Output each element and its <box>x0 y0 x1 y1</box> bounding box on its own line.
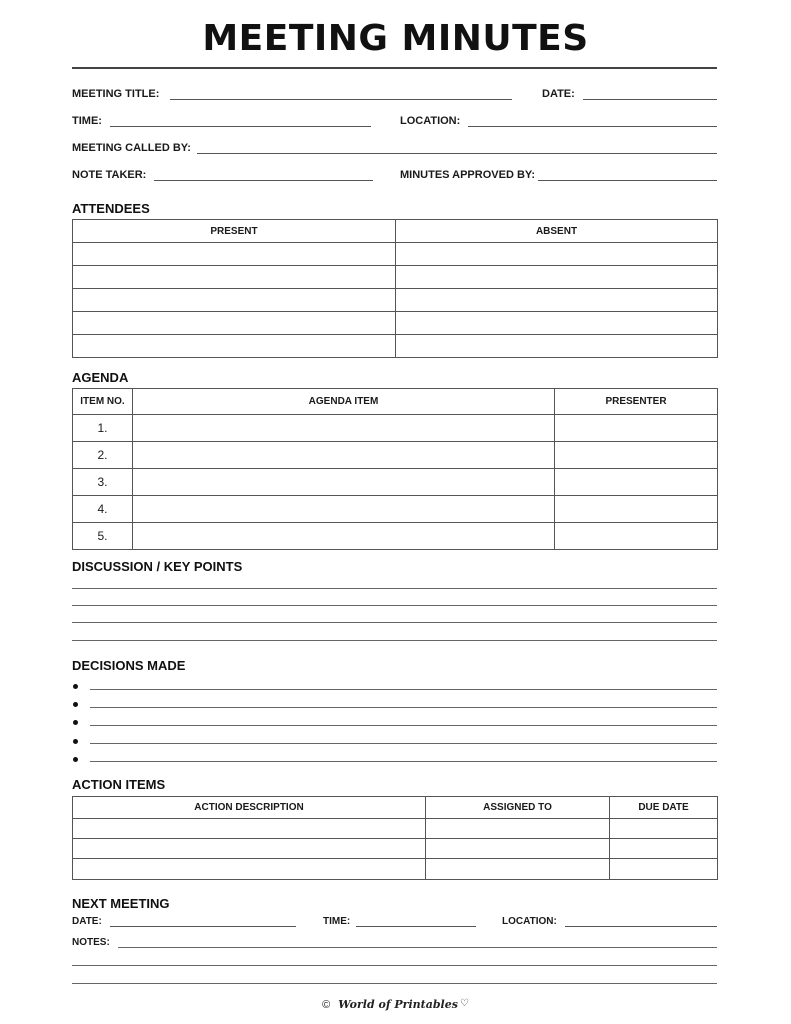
presenter-cell[interactable] <box>555 442 718 469</box>
brand-logo: World of Printables <box>338 998 458 1011</box>
discussion-line[interactable] <box>72 640 717 641</box>
due-date-cell[interactable] <box>610 819 718 839</box>
discussion-line[interactable] <box>72 622 717 623</box>
notes-line[interactable] <box>72 965 717 966</box>
time-label: TIME: <box>72 115 102 127</box>
item-number: 3. <box>73 469 133 496</box>
agenda-heading: AGENDA <box>72 370 129 385</box>
meeting-title-label: MEETING TITLE: <box>72 88 160 100</box>
bullet-icon <box>73 757 78 762</box>
next-date-label: DATE: <box>72 916 102 927</box>
table-row <box>73 243 718 266</box>
date-label: DATE: <box>542 88 575 100</box>
date-field[interactable] <box>583 99 717 100</box>
decision-line[interactable] <box>90 725 717 726</box>
absent-cell[interactable] <box>396 335 718 358</box>
presenter-cell[interactable] <box>555 496 718 523</box>
attendees-heading: ATTENDEES <box>72 201 150 216</box>
agenda-item-cell[interactable] <box>133 469 555 496</box>
table-row <box>73 523 718 550</box>
absent-cell[interactable] <box>396 312 718 335</box>
next-time-label: TIME: <box>323 916 351 927</box>
decision-line[interactable] <box>90 743 717 744</box>
present-cell[interactable] <box>73 266 396 289</box>
presenter-cell[interactable] <box>555 469 718 496</box>
action-description-cell[interactable] <box>73 859 426 880</box>
presenter-cell[interactable] <box>555 415 718 442</box>
action-items-heading: ACTION ITEMS <box>72 777 166 792</box>
copyright-icon: © <box>322 999 331 1011</box>
bullet-icon <box>73 720 78 725</box>
assigned-to-cell[interactable] <box>426 819 610 839</box>
table-row <box>73 469 718 496</box>
assigned-to-cell[interactable] <box>426 839 610 859</box>
action-description-cell[interactable] <box>73 839 426 859</box>
table-row <box>73 839 718 859</box>
called-by-field[interactable] <box>197 153 717 154</box>
agenda-item-cell[interactable] <box>133 523 555 550</box>
column-header-presenter: PRESENTER <box>555 389 718 415</box>
table-row <box>73 819 718 839</box>
next-time-field[interactable] <box>356 926 476 927</box>
notes-line[interactable] <box>72 983 717 984</box>
present-cell[interactable] <box>73 335 396 358</box>
column-header-due-date: DUE DATE <box>610 797 718 819</box>
bullet-icon <box>73 739 78 744</box>
heart-icon: ♡ <box>459 998 469 1009</box>
absent-cell[interactable] <box>396 266 718 289</box>
called-by-label: MEETING CALLED BY: <box>72 142 191 154</box>
present-cell[interactable] <box>73 243 396 266</box>
column-header-action-description: ACTION DESCRIPTION <box>73 797 426 819</box>
table-row <box>73 415 718 442</box>
column-header-agenda-item: AGENDA ITEM <box>133 389 555 415</box>
table-row <box>73 496 718 523</box>
decision-line[interactable] <box>90 707 717 708</box>
discussion-line[interactable] <box>72 588 717 589</box>
action-description-cell[interactable] <box>73 819 426 839</box>
decisions-heading: DECISIONS MADE <box>72 658 186 673</box>
due-date-cell[interactable] <box>610 839 718 859</box>
table-row <box>73 289 718 312</box>
next-location-field[interactable] <box>565 926 717 927</box>
presenter-cell[interactable] <box>555 523 718 550</box>
assigned-to-cell[interactable] <box>426 859 610 880</box>
table-row <box>73 859 718 880</box>
location-label: LOCATION: <box>400 115 461 127</box>
table-row <box>73 312 718 335</box>
note-taker-label: NOTE TAKER: <box>72 169 147 181</box>
table-row <box>73 266 718 289</box>
agenda-item-cell[interactable] <box>133 415 555 442</box>
table-row <box>73 335 718 358</box>
title-divider <box>72 67 717 69</box>
approved-by-field[interactable] <box>538 180 717 181</box>
next-date-field[interactable] <box>110 926 296 927</box>
location-field[interactable] <box>468 126 717 127</box>
item-number: 1. <box>73 415 133 442</box>
item-number: 5. <box>73 523 133 550</box>
absent-cell[interactable] <box>396 289 718 312</box>
present-cell[interactable] <box>73 312 396 335</box>
column-header-absent: ABSENT <box>396 220 718 243</box>
decision-line[interactable] <box>90 761 717 762</box>
bullet-icon <box>73 684 78 689</box>
bullet-icon <box>73 702 78 707</box>
meeting-title-field[interactable] <box>170 99 512 100</box>
item-number: 2. <box>73 442 133 469</box>
action-items-table <box>72 796 718 880</box>
column-header-present: PRESENT <box>73 220 396 243</box>
notes-label: NOTES: <box>72 937 110 948</box>
next-meeting-heading: NEXT MEETING <box>72 896 170 911</box>
absent-cell[interactable] <box>396 243 718 266</box>
notes-line[interactable] <box>118 947 717 948</box>
agenda-item-cell[interactable] <box>133 442 555 469</box>
discussion-line[interactable] <box>72 605 717 606</box>
page-title: MEETING MINUTES <box>202 18 589 59</box>
present-cell[interactable] <box>73 289 396 312</box>
footer <box>0 998 791 1011</box>
note-taker-field[interactable] <box>154 180 373 181</box>
next-location-label: LOCATION: <box>502 916 557 927</box>
table-row <box>73 442 718 469</box>
agenda-table <box>72 388 718 550</box>
column-header-assigned-to: ASSIGNED TO <box>426 797 610 819</box>
agenda-item-cell[interactable] <box>133 496 555 523</box>
approved-by-label: MINUTES APPROVED BY: <box>400 169 536 181</box>
decision-line[interactable] <box>90 689 717 690</box>
due-date-cell[interactable] <box>610 859 718 880</box>
column-header-item-no: ITEM NO. <box>73 389 133 415</box>
attendees-table <box>72 219 718 358</box>
time-field[interactable] <box>110 126 371 127</box>
item-number: 4. <box>73 496 133 523</box>
discussion-heading: DISCUSSION / KEY POINTS <box>72 559 243 574</box>
